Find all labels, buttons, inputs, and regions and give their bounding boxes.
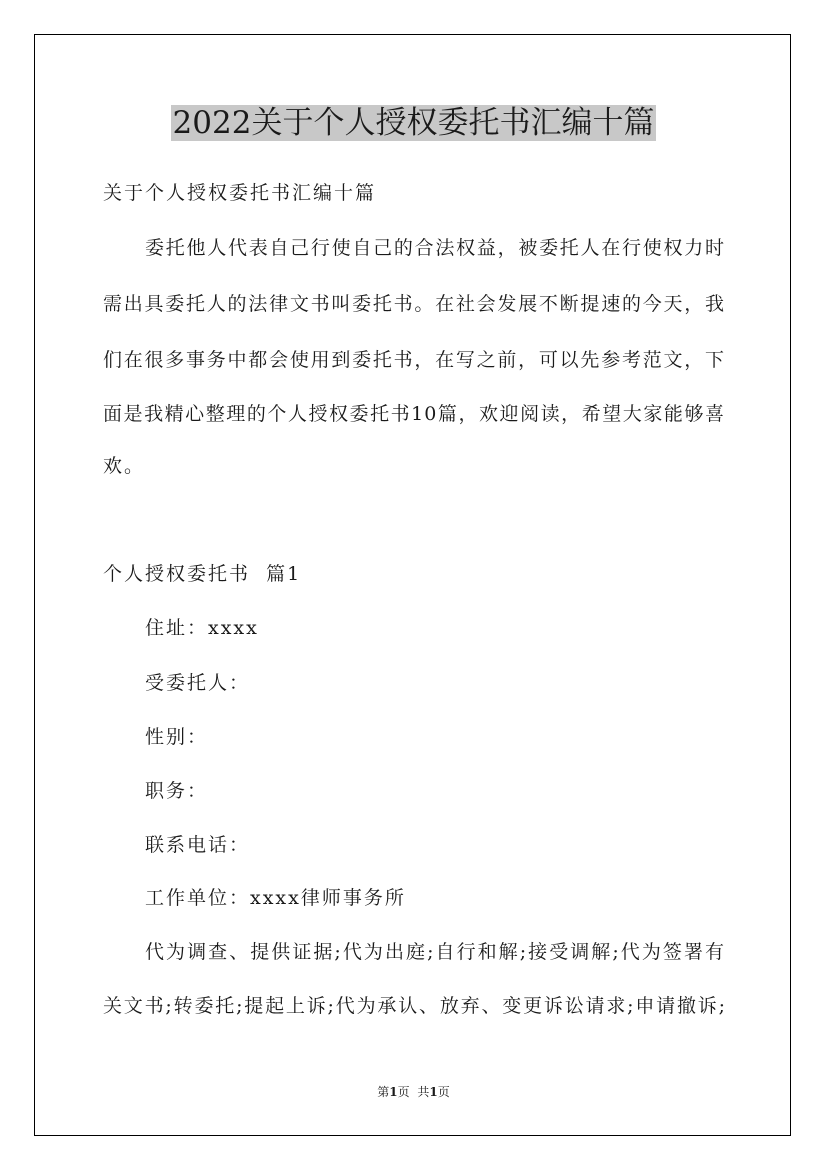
- page-footer: [0, 1084, 827, 1100]
- body-line-2: 关文书;转委托;提起上诉;代为承认、放弃、变更诉讼请求;申请撤诉;: [103, 995, 725, 1017]
- intro-line-2: 需出具委托人的法律文书叫委托书。在社会发展不断提速的今天，我: [103, 293, 725, 315]
- field-agent: 受委托人：: [145, 672, 251, 694]
- field-gender: 性别：: [145, 726, 209, 748]
- document-subtitle: 关于个人授权委托书汇编十篇: [103, 182, 377, 204]
- intro-line-1: 委托他人代表自己行使自己的合法权益，被委托人在行使权力时: [145, 237, 725, 259]
- body-line-1: 代为调查、提供证据;代为出庭;自行和解;接受调解;代为签署有: [145, 941, 725, 963]
- document-title-text: 2022关于个人授权委托书汇编十篇: [172, 105, 655, 141]
- field-phone: 联系电话：: [145, 834, 251, 856]
- intro-line-3: 们在很多事务中都会使用到委托书，在写之前，可以先参考范文，下: [103, 349, 725, 371]
- footer-total-pages: 1: [429, 1085, 438, 1099]
- field-position: 职务：: [145, 780, 209, 802]
- field-workplace: 工作单位：xxxx律师事务所: [145, 887, 406, 909]
- footer-page-number: 1: [389, 1085, 398, 1099]
- intro-line-4: 面是我精心整理的个人授权委托书10篇，欢迎阅读，希望大家能够喜: [103, 403, 725, 425]
- intro-line-5: 欢。: [103, 455, 146, 477]
- footer-total-suffix: 页: [437, 1085, 450, 1099]
- field-address: 住址：xxxx: [145, 617, 259, 639]
- footer-page-suffix: 页: [397, 1085, 410, 1099]
- footer-page-prefix: 第: [377, 1085, 390, 1099]
- section-heading: 个人授权委托书 篇1: [103, 563, 302, 585]
- document-title: [0, 103, 827, 143]
- footer-total-prefix: 共: [417, 1085, 430, 1099]
